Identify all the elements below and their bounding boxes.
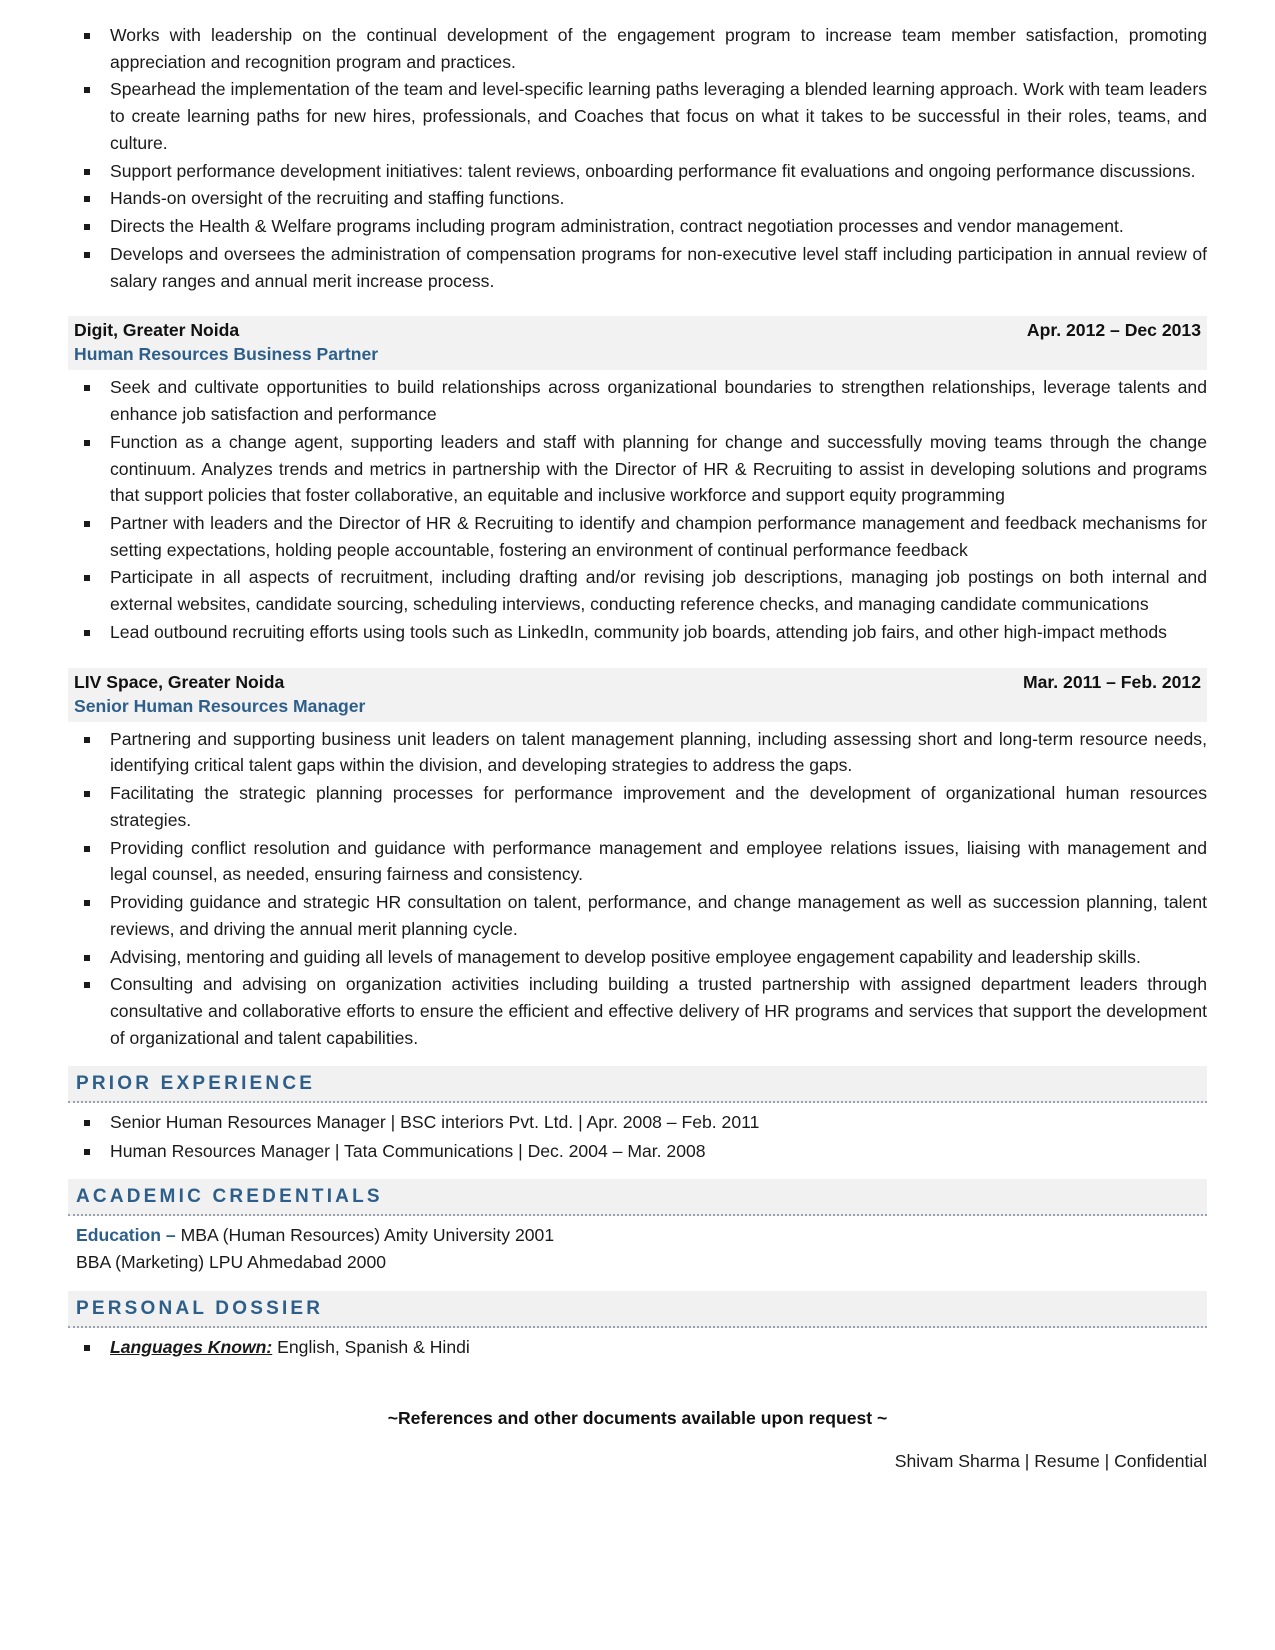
personal-dossier-body — [68, 1334, 1207, 1361]
list-item: Participate in all aspects of recruitment, including drafting and/or revising job descriptions, managing job postings on both internal and external websites, candidate sourcing, scheduling interviews, conducting reference checks, and managing candidate communications — [68, 564, 1207, 617]
list-item: Lead outbound recruiting efforts using tools such as LinkedIn, community job boards, attending job fairs, and other high-impact methods — [68, 619, 1207, 646]
prior-experience-body — [68, 1109, 1207, 1165]
list-item — [68, 1334, 1207, 1361]
job-title: Senior Human Resources Manager — [68, 695, 1207, 722]
responsibilities-list — [68, 726, 1207, 1052]
education-label: Education – — [76, 1224, 176, 1245]
page-footer: Shivam Sharma | Resume | Confidential — [894, 1451, 1207, 1471]
languages-known-label: Languages Known: — [110, 1336, 273, 1357]
prior-experience-list — [68, 1109, 1207, 1165]
section-title: PRIOR EXPERIENCE — [76, 1072, 316, 1094]
list-item: Seek and cultivate opportunities to build relationships across organizational boundaries to strengthen relationships, leverage talents and enhance job satisfaction and performance — [68, 374, 1207, 427]
experience-header — [68, 668, 1207, 695]
employment-dates: Mar. 2011 – Feb. 2012 — [1022, 671, 1201, 692]
job-title: Human Resources Business Partner — [68, 343, 1207, 370]
company-name: Digit, Greater Noida — [74, 320, 240, 341]
top-responsibilities-list — [68, 22, 1207, 294]
list-item: Human Resources Manager | Tata Communications | Dec. 2004 – Mar. 2008 — [68, 1138, 1207, 1165]
experience-header — [68, 316, 1207, 343]
list-item: Advising, mentoring and guiding all levels of management to develop positive employee engagement capability and leadership skills. — [68, 944, 1207, 971]
list-item: Providing guidance and strategic HR consultation on talent, performance, and change management as well as succession planning, talent reviews, and driving the annual merit planning cycle. — [68, 889, 1207, 942]
list-item: Partnering and supporting business unit leaders on talent management planning, including assessing short and long-term resource needs, identifying critical talent gaps within the division, and developing strategies to address the gaps. — [68, 726, 1207, 779]
section-title: ACADEMIC CREDENTIALS — [76, 1185, 383, 1207]
languages-known-value: English, Spanish & Hindi — [272, 1336, 470, 1357]
list-item: Directs the Health & Welfare programs including program administration, contract negotiation processes and vendor management. — [68, 213, 1207, 240]
section-header-personal-dossier — [68, 1291, 1207, 1328]
experience-entry-digit — [68, 316, 1207, 645]
list-item: Facilitating the strategic planning processes for performance improvement and the development of organizational human resources strategies. — [68, 780, 1207, 833]
employment-dates: Apr. 2012 – Dec 2013 — [1026, 320, 1201, 341]
personal-dossier-list — [68, 1334, 1207, 1361]
section-title: PERSONAL DOSSIER — [76, 1297, 324, 1319]
list-item: Providing conflict resolution and guidance with performance management and employee relations issues, liaising with management and legal counsel, as needed, ensuring fairness and consistency. — [68, 835, 1207, 888]
company-name: LIV Space, Greater Noida — [74, 671, 285, 692]
academic-credentials-body — [68, 1222, 1207, 1277]
list-item: Hands-on oversight of the recruiting and staffing functions. — [68, 185, 1207, 212]
list-item: Works with leadership on the continual development of the engagement program to increase team member satisfaction, promoting appreciation and recognition program and practices. — [68, 22, 1207, 75]
list-item: Function as a change agent, supporting leaders and staff with planning for change and successfully moving teams through the change continuum. Analyzes trends and metrics in partnership with the Director of HR & Recruiting to assist in developing solutions and programs that support policies that foster collaborative, an equitable and inclusive workforce and support equity programming — [68, 429, 1207, 509]
section-header-prior-experience — [68, 1066, 1207, 1103]
education-primary — [68, 1222, 1207, 1249]
section-header-academic-credentials — [68, 1179, 1207, 1216]
list-item: Consulting and advising on organization activities including building a trusted partnership with assigned department leaders through consultative and collaborative efforts to ensure the efficient and effective delivery of HR programs and services that support the development of organizational and talent capabilities. — [68, 971, 1207, 1051]
list-item: Support performance development initiatives: talent reviews, onboarding performance fit evaluations and ongoing performance discussions. — [68, 158, 1207, 185]
list-item: Partner with leaders and the Director of HR & Recruiting to identify and champion performance management and feedback mechanisms for setting expectations, holding people accountable, fostering an environment of continual performance feedback — [68, 510, 1207, 563]
education-value: MBA (Human Resources) Amity University 2001 — [175, 1224, 555, 1245]
experience-entry-liv-space — [68, 668, 1207, 1052]
references-note: ~References and other documents available upon request ~ — [387, 1408, 888, 1429]
responsibilities-list — [68, 374, 1207, 645]
list-item: Spearhead the implementation of the team and level-specific learning paths leveraging a blended learning approach. Work with team leaders to create learning paths for new hires, professionals, and Coaches that focus on what it takes to be successful in their roles, teams, and culture. — [68, 76, 1207, 156]
list-item: Senior Human Resources Manager | BSC interiors Pvt. Ltd. | Apr. 2008 – Feb. 2011 — [68, 1109, 1207, 1136]
list-item: Develops and oversees the administration of compensation programs for non-executive level staff including participation in annual review of salary ranges and annual merit increase process. — [68, 241, 1207, 294]
education-secondary: BBA (Marketing) LPU Ahmedabad 2000 — [76, 1252, 387, 1273]
